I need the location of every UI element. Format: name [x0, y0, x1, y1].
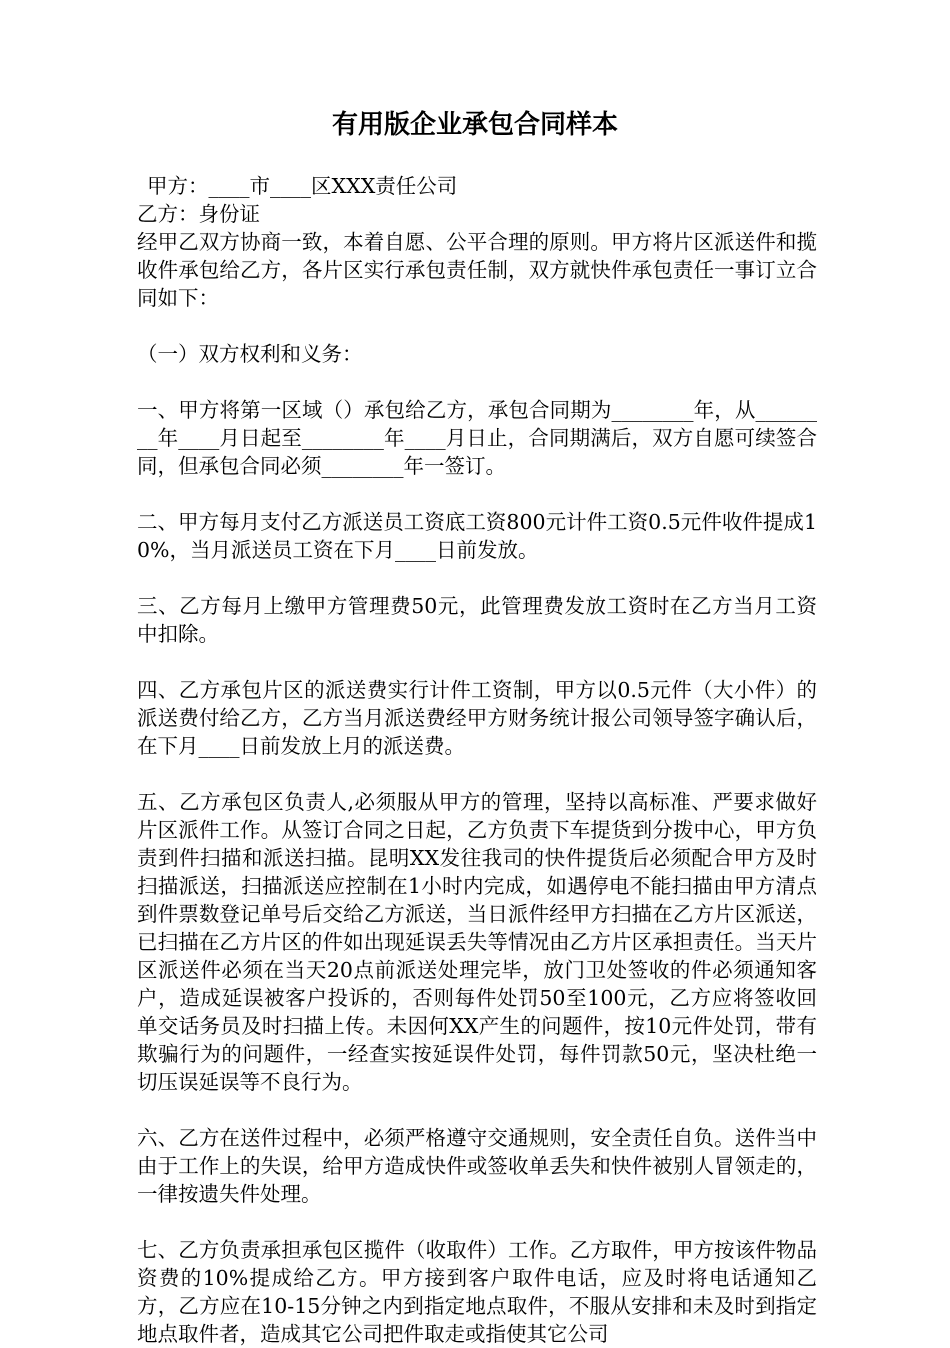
clause-4: 四、乙方承包片区的派送费实行计件工资制，甲方以0.5元件（大小件）的派送费付给乙方，乙方当月派送费经甲方财务统计报公司领导签字确认后，在下月____日前发放上月的派送费。: [137, 678, 817, 758]
party-b-line: 乙方：身份证: [137, 202, 260, 226]
clause-6: 六、乙方在送件过程中，必须严格遵守交通规则，安全责任自负。送件当中由于工作上的失误，给甲方造成快件或签收单丢失和快件被别人冒领走的，一律按遗失件处理。: [137, 1126, 817, 1206]
clause-5: 五、乙方承包区负责人,必须服从甲方的管理，坚持以高标准、严要求做好片区派件工作。从签订合同之日起，乙方负责下车提货到分拨中心，甲方负责到件扫描和派送扫描。昆明XX发往我司的快件提货后必须配合甲方及时扫描派送，扫描派送应控制在1小时内完成，如遇停电不能扫描由甲方清点到件票数登记单号后交给乙方派送，当日派件经甲方扫描在乙方片区派送，已扫描在乙方片区的件如出现延误丢失等情况由乙方片区承担责任。当天片区派送件必须在当天20点前派送处理完毕，放门卫处签收的件必须通知客户，造成延误被客户投诉的，否则每件处罚50至100元，乙方应将签收回单交话务员及时扫描上传。未因何XX产生的问题件，按10元件处罚，带有欺骗行为的问题件，一经查实按延误件处罚，每件罚款50元，坚决杜绝一切压误延误等不良行为。: [137, 790, 817, 1094]
clause-7: 七、乙方负责承担承包区揽件（收取件）工作。乙方取件，甲方按该件物品资费的10%提成给乙方。甲方接到客户取件电话，应及时将电话通知乙方，乙方应在10-15分钟之内到指定地点取件，不服从安排和未及时到指定地点取件者，造成其它公司把件取走或指使其它公司: [137, 1238, 817, 1346]
document-title: 有用版企业承包合同样本: [331, 110, 618, 140]
clause-2: 二、甲方每月支付乙方派送员工资底工资800元计件工资0.5元件收件提成10%，当月派送员工资在下月____日前发放。: [137, 510, 817, 562]
clause-1: 一、甲方将第一区域（）承包给乙方，承包合同期为________年，从________年____月日起至________年____月日止，合同期满后，双方自愿可续签合同，但承包合同必须________年一签订。: [137, 398, 817, 478]
section-heading: （一）双方权利和义务：: [137, 342, 363, 366]
document-body: [137, 172, 817, 1348]
party-a-line: 甲方：____市____区XXX责任公司: [147, 174, 458, 198]
intro-paragraph: 经甲乙双方协商一致，本着自愿、公平合理的原则。甲方将片区派送件和揽收件承包给乙方，各片区实行承包责任制，双方就快件承包责任一事订立合同如下：: [137, 230, 817, 310]
clause-3: 三、乙方每月上缴甲方管理费50元，此管理费发放工资时在乙方当月工资中扣除。: [137, 594, 817, 646]
